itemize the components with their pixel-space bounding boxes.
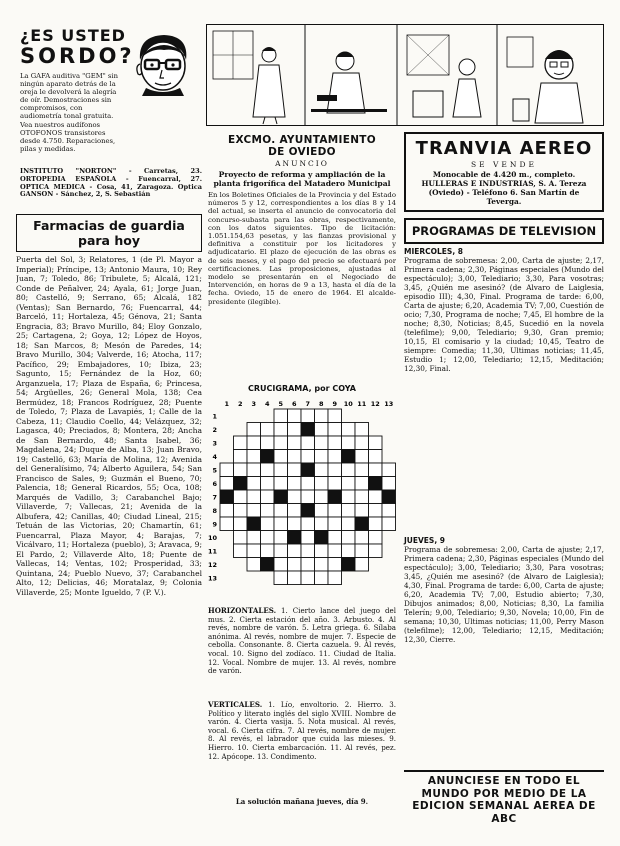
crossword-cell: [261, 531, 275, 545]
crossword-black-cell: [288, 531, 302, 545]
crossword-cell: [315, 450, 329, 464]
crossword-col-number: 11: [357, 400, 367, 408]
tv-jueves-text: [404, 545, 604, 765]
horizontales-clues: 1. Cierto lance del juego del mus. 2. Cierta estación del año. 3. Arbusto. 4. Al revés, nombre de varón. 5. Letra griega. 6. Sílaba anónima. Al revés, nombre de mujer. 7. Especie de cebolla. Consonante. 8. Cierta cazuela. 9. Al revés, vocal. 10. Signo del zodíaco. 11. Ciudad de Italia. 12. Vocal. Nombre de mujer. 13. Al revés, nombre de varón.: [208, 607, 396, 676]
crossword-cell: [355, 558, 369, 572]
crossword-cell: [274, 477, 288, 491]
crossword-cell: [220, 517, 234, 531]
crossword-cell: [382, 517, 396, 531]
crossword-row-number: 8: [212, 507, 217, 516]
crossword-black-cell: [261, 558, 275, 572]
crossword-cell: [315, 558, 329, 572]
crossword-cell: [288, 504, 302, 518]
crossword-cell: [288, 517, 302, 531]
crossword-cell: [247, 423, 261, 437]
crossword-black-cell: [301, 463, 315, 477]
crossword-col-number: 12: [370, 400, 380, 408]
crossword-row-number: 3: [212, 439, 217, 448]
crossword-col-number: 10: [343, 400, 353, 408]
tranvia-label: SE VENDE: [471, 160, 537, 169]
crossword-solution-note: La solución mañana jueves, día 9.: [235, 797, 369, 806]
crossword-black-cell: [382, 490, 396, 504]
crossword-cell: [315, 423, 329, 437]
crossword-cell: [274, 450, 288, 464]
sordo-footer: INSTITUTO "NORTON" - Carretas, 23. ORTOPEDIA ESPAÑOLA - Fuencarral, 27. OPTICA MEDICA - Cosa, 41, Zaragoza. Optica GANSON - Sánchez, 2, S. Sebastián: [20, 168, 202, 199]
crossword-cell: [274, 558, 288, 572]
crossword-black-cell: [355, 517, 369, 531]
crossword-cell: [328, 477, 342, 491]
crossword-cell: [315, 490, 329, 504]
crossword-cell: [274, 571, 288, 585]
tv-title: PROGRAMAS DE TELEVISION: [404, 218, 604, 244]
crossword-black-cell: [247, 517, 261, 531]
horizontales-label: HORIZONTALES.: [208, 607, 277, 615]
crossword: [208, 374, 396, 836]
crossword-cell: [301, 558, 315, 572]
crossword-col-number: 13: [384, 400, 394, 408]
crossword-cell: [247, 490, 261, 504]
crossword-row-number: 2: [212, 426, 217, 435]
crossword-black-cell: [274, 490, 288, 504]
crossword-cell: [342, 436, 356, 450]
crossword-cell: [261, 544, 275, 558]
crossword-cell: [301, 490, 315, 504]
crossword-cell: [274, 504, 288, 518]
crossword-cell: [234, 544, 248, 558]
crossword-cell: [247, 531, 261, 545]
crossword-row-number: 12: [208, 561, 217, 570]
sordo-ad: [16, 22, 202, 200]
crossword-cell: [261, 463, 275, 477]
crossword-cell: [328, 544, 342, 558]
crossword-cell: [274, 544, 288, 558]
crossword-cell: [274, 463, 288, 477]
verticales-label: VERTICALES.: [208, 701, 263, 709]
crossword-cell: [355, 450, 369, 464]
crossword-cell: [261, 504, 275, 518]
crossword-cell: [301, 517, 315, 531]
crossword-col-number: 9: [332, 400, 338, 408]
crossword-black-cell: [328, 490, 342, 504]
crossword-cell: [342, 544, 356, 558]
crossword-cell: [288, 571, 302, 585]
crossword-cell: [328, 558, 342, 572]
crossword-cell: [369, 463, 383, 477]
crossword-cell: [261, 436, 275, 450]
crossword-row-number: 1: [212, 412, 217, 421]
crossword-cell: [247, 477, 261, 491]
crossword-cell: [234, 436, 248, 450]
tranvia-title: TRANVIA AEREO: [415, 138, 593, 159]
crossword-cell: [220, 463, 234, 477]
crossword-grid: [208, 397, 396, 607]
crossword-cell: [355, 436, 369, 450]
crossword-cell: [315, 409, 329, 423]
sordo-headline-1: ¿ES USTED: [20, 26, 126, 45]
crossword-cell: [301, 409, 315, 423]
crossword-cell: [288, 423, 302, 437]
crossword-cell: [247, 463, 261, 477]
crossword-cell: [328, 450, 342, 464]
crossword-col-number: 1: [224, 400, 230, 408]
anunciese-text: ANUNCIESE EN TODO EL MUNDO POR MEDIO DE LA EDICION SEMANAL AEREA DE ABC: [412, 775, 596, 825]
tranvia-ad: [404, 132, 604, 212]
crossword-col-number: 8: [318, 400, 324, 408]
crossword-cell: [369, 490, 383, 504]
crossword-cell: [328, 409, 342, 423]
crossword-cell: [288, 409, 302, 423]
tv-programs: [404, 218, 604, 766]
crossword-cell: [315, 436, 329, 450]
crossword-cell: [328, 436, 342, 450]
crossword-cell: [355, 544, 369, 558]
crossword-cell: [234, 504, 248, 518]
crossword-cell: [328, 531, 342, 545]
crossword-black-cell: [342, 558, 356, 572]
crossword-cell: [301, 450, 315, 464]
crossword-col-number: 2: [237, 400, 243, 408]
crossword-cell: [369, 531, 383, 545]
crossword-cell: [261, 423, 275, 437]
crossword-cell: [355, 490, 369, 504]
crossword-cell: [369, 450, 383, 464]
crossword-horizontales: [208, 607, 396, 695]
crossword-row-number: 5: [212, 466, 217, 475]
crossword-cell: [382, 504, 396, 518]
crossword-black-cell: [301, 504, 315, 518]
crossword-cell: [355, 463, 369, 477]
crossword-row-number: 4: [212, 453, 217, 462]
crossword-cell: [315, 463, 329, 477]
ayuntamiento-title-1: EXCMO. AYUNTAMIENTO: [227, 134, 376, 146]
crossword-cell: [247, 504, 261, 518]
crossword-cell: [355, 504, 369, 518]
crossword-cell: [247, 544, 261, 558]
man-with-glasses-illustration: [126, 30, 202, 96]
crossword-col-number: 3: [251, 400, 257, 408]
crossword-cell: [382, 477, 396, 491]
crossword-cell: [382, 463, 396, 477]
crossword-row-number: 13: [208, 574, 217, 583]
crossword-cell: [328, 571, 342, 585]
crossword-cell: [328, 517, 342, 531]
tv-miercoles-programs: Programa de sobremesa: 2,00, Carta de ajuste; 2,17, Primera cadena; 2,30, Páginas especiales (Mundo del espectáculo); 3,00, Telediario; 3,30, Para vosotras; 3,45, ¿Quién me asesinó? (de Alvaro de Laiglesia, episodio III); 4,30, Final. Programa de tarde: 6,00, Carta de ajuste; 6,20, Academia TV; 7,00, Cuestión de ocio; 7,30, Programa de noche; 7,45, El hombre de la noche; 8,30, Noticias; 8,45, Sucedió en la novela (telefilme); 9,00, Telediario; 9,30, Gran premio; 10,15, El comisario y la ciudad; 10,45, Teatro de siempre: Comedia; 11,30, Ultimas noticias; 11,45, Estudio 1; 12,00, Telediario; 12,15, Meditación; 12,30, Final.: [404, 256, 604, 373]
crossword-cell: [342, 517, 356, 531]
crossword-col-number: 4: [264, 400, 270, 408]
crossword-cell: [328, 463, 342, 477]
crossword-cell: [274, 409, 288, 423]
crossword-cell: [274, 531, 288, 545]
crossword-cell: [369, 517, 383, 531]
ayuntamiento-subtitle: Proyecto de reforma y ampliación de la planta frigorífica del Matadero Municipal: [213, 170, 391, 188]
tv-jueves-programs: Programa de sobremesa: 2,00, Carta de ajuste; 2,17, Primera cadena; 2,30, Páginas especiales (Mundo del espectáculo); 3,00, Telediario; 3,30, Para vosotras; 3,45, ¿Quién me asesinó? (de Alvaro de Laiglesia); 4,30, Final. Programa de tarde: 6,00, Carta de ajuste; 6,20, Academia TV; 7,00, Estudio abierto; 7,30, Dibujos animados; 8,00, Noticias; 8,30, La familia Telerín; 9,00, Telediario; 9,30, Novela; 10,00, Fin de semana; 10,30, Ultimas noticias; 11,00, Perry Mason (telefilme); 12,00, Telediario; 12,15, Meditación; 12,30, Cierre.: [404, 545, 604, 644]
crossword-black-cell: [342, 450, 356, 464]
farmacias-column: [16, 214, 202, 832]
crossword-cell: [301, 436, 315, 450]
crossword-cell: [261, 477, 275, 491]
crossword-row-number: 10: [208, 534, 217, 543]
crossword-cell: [274, 423, 288, 437]
crossword-col-number: 7: [305, 400, 311, 408]
farmacias-text: Puerta del Sol, 3; Relatores, 1 (de Pl. Mayor a Imperial); Príncipe, 13; Antonio Maura, 10; Rey Juan, 7; Toledo, 86; Tribulete, 5; Alcalá, 121; Conde de Peñalver, 24; Ayala, 61; Jorge Juan, 80; Castelló, 9; Serrano, 65; Alcalá, 182 (Ventas); San Bernardo, 76; Fuencarral, 44; Barceló, 11; Hortaleza, 45; Génova, 21; Santa Engracia, 83; Bravo Murillo, 84; Eloy Gonzalo, 25; Cartagena, 2; Goya, 12; López de Hoyos, 18; San Marcos, 8; Mesón de Paredes, 14; Bravo Murillo, 304; Valverde, 16; Atocha, 117; Pacífico, 29; Embajadores, 10; Ibiza, 23; Sagunto, 15; Fernández de la Hoz, 60; Arganzuela, 17; Plaza de España, 6; Princesa, 54; Argüelles, 26; General Mola, 138; Cea Bermúdez, 18; Francos Rodríguez, 28; Puente de Toledo, 7; Plaza de Lavapiés, 1; Calle de la Cabeza, 11; Claudio Coello, 44; Velázquez, 32; Lagasca, 40; Preciados, 8; Montera, 28; Ancha de San Bernardo, 48; Santa Isabel, 36; Magdalena, 24; Duque de Alba, 13; Juan Bravo, 19; Castelló, 63; María de Molina, 12; Avenida del Generalísimo, 74; Alberto Aguilera, 54; San Francisco de Sales, 9; Guzmán el Bueno, 70; Palencia, 18; General Ricardos, 55; Oca, 108; Marqués de Vadillo, 3; Carabanchel Bajo; Villaverde, 7; Vallecas, 21; Avenida de la Albufera, 42; Canillas, 40; Ciudad Lineal, 215; Tetuán de las Victorias, 20; Chamartín, 61; Fuencarral, Plaza Mayor, 4; Barajas, 7; Vicálvaro, 11; Hortaleza (pueblo), 3; Aravaca, 9; El Pardo, 2; Villaverde Alto, 18; Puente de Vallecas, 14; Ventas, 102; Prosperidad, 33; Quintana, 24; Pueblo Nuevo, 37; Carabanchel Alto, 12; Delicias, 46; Moratalaz, 9; Colonia Villaverde, 25; Monte Igueldo, 7 (P. V.).: [16, 255, 202, 597]
crossword-cell: [234, 463, 248, 477]
crossword-col-number: 5: [278, 400, 284, 408]
ayuntamiento-body: En los Boletines Oficiales de la Provincia y del Estado números 5 y 12, correspondientes a los días 8 y 14 del actual, se inserta el anuncio de convocatoria del concurso-subasta para las obras, respectivamente, con los datos siguientes. Tipo de licitación: 1.051.154,63 pesetas, y las fianzas provisional y definitiva a constituir por los licitadores y adjudicatario. El plazo de ejecución de las obras es de seis meses, y el pago del precio se efectuará por certificaciones. Las proposiciones, ajustadas al modelo se presentarán en el Negociado de Intervención, en horas de 9 a 13, hasta el día de la fecha. Oviedo, 15 de enero de 1964. El alcalde-presidente (ilegible).: [208, 191, 396, 306]
crossword-cell: [220, 504, 234, 518]
crossword-cell: [247, 436, 261, 450]
tv-miercoles-text: [404, 256, 604, 532]
crossword-cell: [369, 544, 383, 558]
crossword-black-cell: [261, 450, 275, 464]
crossword-cell: [328, 504, 342, 518]
crossword-cell: [342, 490, 356, 504]
cartoon-strip: [206, 24, 604, 126]
sordo-body: La GAFA auditiva "GEM" sin ningún aparato detrás de la oreja le devolverá la alegría de oír. Demostraciones sin compromisos, con audiometría tonal gratuita. Vea nuestros audífonos OTOFONOS transistores desde 4.750. Reparaciones, pilas y medidas.: [20, 72, 118, 153]
crossword-cell: [288, 558, 302, 572]
crossword-cell: [234, 517, 248, 531]
crossword-row-number: 6: [212, 480, 217, 489]
crossword-cell: [261, 517, 275, 531]
anunciese-ad: [404, 770, 604, 834]
sordo-headline-2: SORDO?: [20, 44, 135, 68]
crossword-cell: [315, 477, 329, 491]
crossword-black-cell: [369, 477, 383, 491]
crossword-title: CRUCIGRAMA, por COYA: [248, 384, 356, 393]
crossword-black-cell: [301, 423, 315, 437]
crossword-cell: [234, 490, 248, 504]
verticales-clues: 1. Lío, envoltorio. 2. Hierro. 3. Político y literato inglés del siglo XVIII. Nombre de varón. 4. Cierta vasija. 5. Nota musical. Al revés, vocal. 6. Cierta cifra. 7. Al revés, nombre de mujer. 8. Al revés, el labrador que cuida las mieses. 9. Hierro. 10. Cierta embarcación. 11. Al revés, pez. 12. Apócope. 13. Condimento.: [208, 701, 396, 761]
crossword-cell: [342, 477, 356, 491]
crossword-cell: [288, 490, 302, 504]
crossword-cell: [288, 450, 302, 464]
crossword-cell: [247, 450, 261, 464]
crossword-verticales: [208, 701, 396, 789]
tv-jueves-label: JUEVES, 9: [404, 536, 446, 545]
tv-miercoles-label: MIERCOLES, 8: [404, 247, 464, 256]
crossword-cell: [288, 436, 302, 450]
crossword-cell: [342, 504, 356, 518]
crossword-cell: [355, 423, 369, 437]
crossword-cell: [355, 531, 369, 545]
crossword-cell: [288, 477, 302, 491]
crossword-cell: [315, 504, 329, 518]
crossword-cell: [261, 490, 275, 504]
crossword-cell: [220, 477, 234, 491]
crossword-cell: [274, 517, 288, 531]
crossword-cell: [247, 558, 261, 572]
crossword-row-number: 9: [212, 520, 217, 529]
farmacias-title: Farmacias de guardia para hoy: [16, 214, 202, 252]
crossword-cell: [234, 531, 248, 545]
crossword-cell: [342, 423, 356, 437]
ayuntamiento-label: ANUNCIO: [275, 159, 329, 168]
crossword-black-cell: [234, 477, 248, 491]
crossword-cell: [342, 463, 356, 477]
crossword-cell: [288, 463, 302, 477]
crossword-col-number: 6: [291, 400, 297, 408]
crossword-cell: [301, 571, 315, 585]
crossword-cell: [234, 450, 248, 464]
crossword-cell: [342, 531, 356, 545]
tranvia-body: Monocable de 4.420 m., completo. HULLERAS E INDUSTRIAS, S. A. Tereza (Oviedo) - Teléfono 6. San Martín de Teverga.: [421, 170, 587, 206]
crossword-black-cell: [220, 490, 234, 504]
crossword-cell: [369, 436, 383, 450]
ayuntamiento-title-2: DE OVIEDO: [268, 146, 336, 158]
crossword-cell: [288, 544, 302, 558]
crossword-cell: [315, 517, 329, 531]
crossword-cell: [315, 571, 329, 585]
crossword-cell: [315, 544, 329, 558]
crossword-cell: [369, 504, 383, 518]
crossword-cell: [301, 531, 315, 545]
crossword-cell: [301, 544, 315, 558]
crossword-cell: [328, 423, 342, 437]
crossword-cell: [301, 477, 315, 491]
crossword-cell: [355, 477, 369, 491]
crossword-row-number: 11: [208, 547, 217, 556]
crossword-cell: [274, 436, 288, 450]
ayuntamiento-notice: [208, 130, 396, 370]
crossword-black-cell: [315, 531, 329, 545]
crossword-row-number: 7: [212, 493, 217, 502]
